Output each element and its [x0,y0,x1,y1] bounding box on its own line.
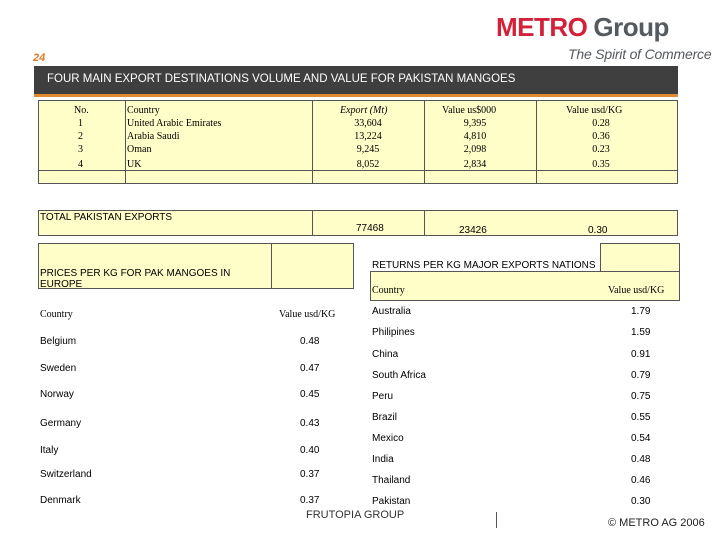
returns-value: 1.79 [631,306,651,317]
returns-value: 0.46 [631,475,651,486]
row-export: 33,604 [354,118,382,129]
europe-value: 0.37 [300,495,320,506]
returns-title: RETURNS PER KG MAJOR EXPORTS NATIONS [372,260,596,271]
row-value: 2,098 [463,144,487,155]
row-country: UK [127,159,142,170]
returns-value: 0.55 [631,412,651,423]
returns-country: Pakistan [372,496,411,507]
row-export: 9,245 [356,144,380,155]
europe-value: 0.45 [300,389,320,400]
footer-copyright: © METRO AG 2006 [608,517,705,529]
totals-export: 77468 [356,223,384,234]
header-per-kg: Value usd/KG [566,105,623,116]
returns-value: 1.59 [631,327,651,338]
returns-value: 0.54 [631,433,651,444]
returns-country: India [372,454,394,465]
metro-group-logo [496,12,669,43]
row-value: 4,810 [463,131,487,142]
europe-prices-table [38,243,354,508]
page-title: FOUR MAIN EXPORT DESTINATIONS VOLUME AND VALUE FOR PAKISTAN MANGOES [47,73,516,85]
europe-country: Sweden [40,363,77,374]
header-export: Export (Mt) [340,105,388,116]
row-export: 13,224 [354,131,382,142]
returns-value: 0.91 [631,349,651,360]
europe-country: Germany [40,418,82,429]
europe-country: Belgium [40,336,77,347]
returns-country: Philipines [372,327,415,338]
header-country: Country [127,105,160,116]
row-no: 2 [78,131,83,142]
returns-col-country: Country [372,285,405,296]
europe-title: PRICES PER KG FOR PAK MANGOES IN EUROPE [40,268,231,290]
returns-col-value: Value usd/KG [608,285,665,296]
europe-col-value: Value usd/KG [279,309,336,320]
destinations-table [38,100,678,184]
returns-country: Australia [372,306,411,317]
row-per-kg: 0.35 [592,159,610,170]
row-country: Arabia Saudi [127,131,180,142]
returns-country: Peru [372,391,394,402]
row-export: 8,052 [356,159,380,170]
returns-value: 0.75 [631,391,651,402]
europe-country: Italy [40,445,59,456]
totals-label: TOTAL PAKISTAN EXPORTS [40,212,173,223]
europe-value: 0.37 [300,469,320,480]
logo-tagline: The Spirit of Commerce [568,46,712,62]
header-value: Value us$000 [442,105,497,116]
row-country: United Arabic Emirates [127,118,222,129]
row-no: 4 [78,159,83,170]
row-country: Oman [127,144,152,155]
logo-metro-text: METRO [496,12,588,42]
row-no: 3 [78,144,83,155]
europe-value: 0.47 [300,363,320,374]
europe-country: Denmark [40,495,81,506]
footer-divider [496,512,497,528]
europe-col-country: Country [40,309,73,320]
returns-country: South Africa [372,370,426,381]
row-per-kg: 0.28 [592,118,610,129]
returns-country: Mexico [372,433,404,444]
returns-country: China [372,349,399,360]
europe-value: 0.40 [300,445,320,456]
totals-value: 23426 [459,225,487,236]
europe-country: Norway [40,389,74,400]
returns-table [370,243,680,508]
row-value: 9,395 [463,118,487,129]
returns-value: 0.48 [631,454,651,465]
logo-group-text: Group [593,12,669,42]
returns-value: 0.30 [631,496,651,507]
row-value: 2,834 [463,159,487,170]
europe-country: Switzerland [40,469,92,480]
returns-value: 0.79 [631,370,651,381]
europe-value: 0.48 [300,336,320,347]
footer-company: FRUTOPIA GROUP [306,509,405,521]
europe-value: 0.43 [300,418,320,429]
row-per-kg: 0.23 [592,144,610,155]
returns-country: Thailand [372,475,411,486]
row-no: 1 [78,118,83,129]
row-per-kg: 0.36 [592,131,610,142]
page-number: 24 [33,52,46,64]
totals-row [38,210,678,236]
returns-country: Brazil [372,412,398,423]
totals-per-kg: 0.30 [588,225,608,236]
header-no: No. [74,105,89,116]
